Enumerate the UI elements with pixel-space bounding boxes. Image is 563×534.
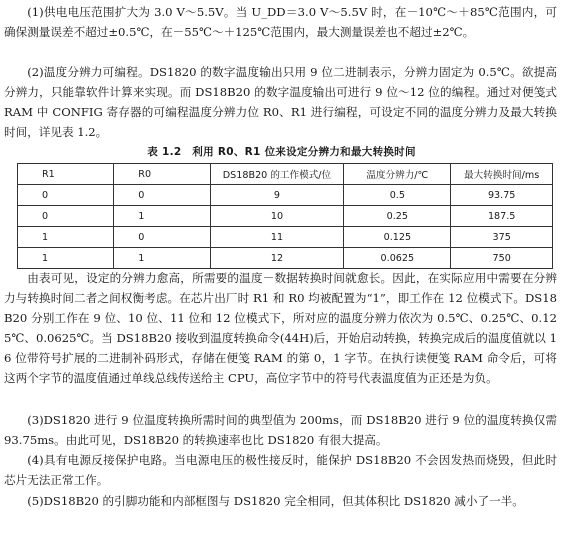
cell-mode: 10 (210, 206, 344, 227)
paragraph-reverse-protection: (4)具有电源反接保护电路。当电源电压的极性接反时，能保护 DS18B20 不会因发热而烧毁，但此时芯片无法正常工作。 (4, 453, 557, 487)
cell-r1: 1 (18, 227, 114, 248)
table-caption: 表 1.2 利用 R0、R1 位来设定分辨力和最大转换时间 (147, 146, 416, 158)
paragraph-pinout: (5)DS18B20 的引脚功能和内部框图与 DS1820 完全相同，但其体积比 DS1820 减小了一半。 (27, 494, 524, 508)
cell-r0: 0 (114, 185, 210, 206)
cell-resolution: 0.0625 (344, 248, 451, 269)
cell-mode: 9 (210, 185, 344, 206)
table-row (18, 227, 553, 248)
cell-max-time: 375 (451, 227, 553, 248)
table-row (18, 185, 553, 206)
header-r0: R0 (114, 164, 210, 185)
cell-r1: 0 (18, 206, 114, 227)
header-mode: DS18B20 的工作模式/位 (210, 164, 344, 185)
header-r1: R1 (18, 164, 114, 185)
table-row (18, 206, 553, 227)
cell-resolution: 0.125 (344, 227, 451, 248)
cell-r0: 1 (114, 248, 210, 269)
paragraph-tradeoff: 由表可见，设定的分辨力愈高，所需要的温度－数据转换时间就愈长。因此，在实际应用中需要在分辨力与转换时间二者之间权衡考虑。在芯片出厂时 R1 和 R0 均被配置为“1”，即工作在 12 位模式下。DS18B20 分别工作在 9 位、10 位、11 位和 12 位模式下，所对应的温度分辨力依次为 0.5℃、0.25℃、0.125℃、0.0625℃。当 DS18B20 接收到温度转换命令(44H)后，开始启动转换，转换完成后的温度值就以 16 位带符号扩展的二进制补码形式，存储在便笺 RAM 的第 0，1 字节。在执行读便笺 RAM 命令后，可将这两个字节的温度值通过单线总线传送给主 CPU，高位字节中的符号代表温度值为正还是为负。 (4, 271, 557, 385)
cell-mode: 12 (210, 248, 344, 269)
cell-r1: 0 (18, 185, 114, 206)
header-resolution: 温度分辨力/℃ (344, 164, 451, 185)
paragraph-conversion-speed: (3)DS1820 进行 9 位温度转换所需时间的典型值为 200ms，而 DS18B20 进行 9 位的温度转换仅需 93.75ms。由此可见，DS18B20 的转换速率也比 DS1820 有很大提高。 (4, 413, 557, 447)
paragraph-supply-voltage: (1)供电电压范围扩大为 3.0 V～5.5V。当 U_DD＝3.0 V～5.5V 时，在－10℃～＋85℃范围内，可确保测量误差不超过±0.5℃，在－55℃～＋125℃范围内，最大测量误差也不超过±2℃。 (4, 5, 557, 39)
cell-r0: 0 (114, 227, 210, 248)
cell-max-time: 93.75 (451, 185, 553, 206)
table-row (18, 248, 553, 269)
cell-mode: 11 (210, 227, 344, 248)
cell-resolution: 0.5 (344, 185, 451, 206)
table-header-row (18, 164, 553, 185)
cell-max-time: 187.5 (451, 206, 553, 227)
resolution-table (17, 163, 553, 269)
cell-max-time: 750 (451, 248, 553, 269)
cell-r1: 1 (18, 248, 114, 269)
header-max-time: 最大转换时间/ms (451, 164, 553, 185)
cell-resolution: 0.25 (344, 206, 451, 227)
cell-r0: 1 (114, 206, 210, 227)
paragraph-resolution: (2)温度分辨力可编程。DS1820 的数字温度输出只用 9 位二进制表示，分辨力固定为 0.5℃。欲提高分辨力，只能靠软件计算来实现。而 DS18B20 的数字温度输出可进行 9 位～12 位的编程。通过对便笺式 RAM 中 CONFIG 寄存器的可编程温度分辨力位 R0、R1 进行编程，可设定不同的温度分辨力及最大转换时间，详见表 1.2。 (4, 65, 557, 139)
